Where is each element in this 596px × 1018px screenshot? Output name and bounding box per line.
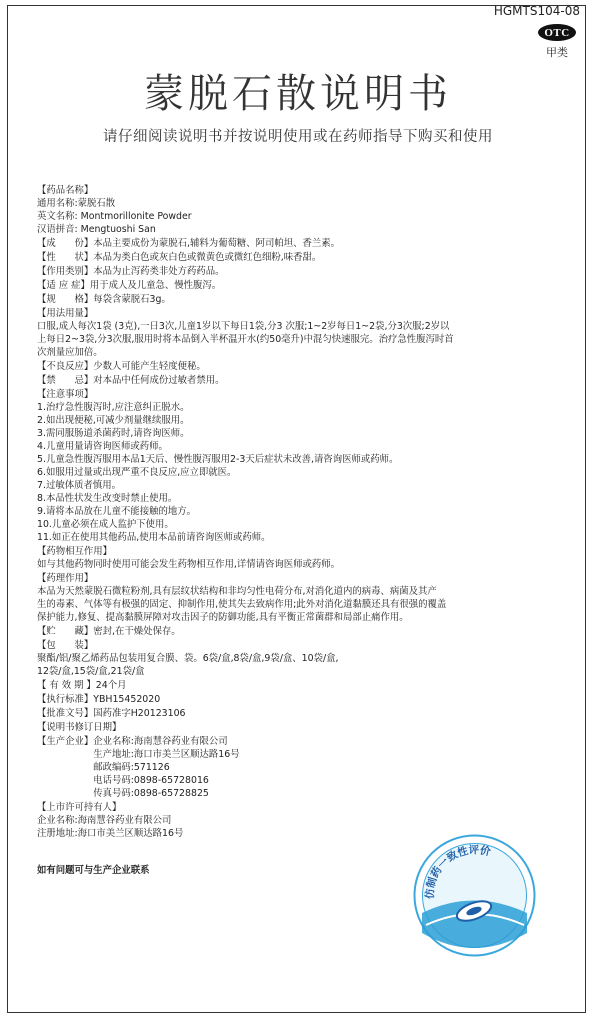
text-line: 邮政编码:571126 (37, 762, 170, 773)
consistency-evaluation-seal (412, 833, 537, 958)
section-line: 【成 份】本品主要成份为蒙脱石,辅料为葡萄糖、阿司帕坦、香兰素。 (37, 238, 340, 249)
text-line: 9.请将本品放在儿童不能接触的地方。 (37, 506, 196, 517)
section-line: 【用法用量】 (37, 308, 94, 319)
section-line: 【不良反应】少数人可能产生轻度便秘。 (37, 361, 206, 372)
document-subtitle: 请仔细阅读说明书并按说明使用或在药师指导下购买和使用 (103, 129, 493, 145)
content-lines (37, 184, 565, 840)
text-line: 上每日2~3袋,分3次服,服用时将本品倒入半杯温开水(约50毫升)中混匀快速服完。治疗急性腹泻时首 (37, 334, 454, 345)
text-line: 英文名称: Montmorillonite Powder (37, 211, 192, 222)
text-line: 6.如服用过量或出现严重不良反应,应立即就医。 (37, 467, 237, 478)
text-line: 1.治疗急性腹泻时,应注意纠正脱水。 (37, 402, 190, 413)
section-line: 【批准文号】国药准字H20123106 (37, 708, 186, 719)
section-line: 【说明书修订日期】 (37, 722, 122, 733)
text-line: 2.如出现便秘,可减少剂量继续服用。 (37, 415, 190, 426)
section-line: 【药品名称】 (37, 185, 94, 196)
text-line: 4.儿童用量请咨询医师或药师。 (37, 441, 168, 452)
section-line: 【禁 忌】对本品中任何成份过敏者禁用。 (37, 375, 225, 386)
text-line: 电话号码:0898-65728016 (37, 775, 209, 786)
contact-note: 如有问题可与生产企业联系 (37, 865, 150, 876)
section-line: 【药理作用】 (37, 573, 94, 584)
section-line: 【包 装】 (37, 640, 94, 651)
text-line: 注册地址:海口市美兰区顺达路16号 (37, 828, 184, 839)
text-line: 10.儿童必须在成人监护下使用。 (37, 519, 174, 530)
document-title: 蒙脱石散说明书 (144, 71, 452, 117)
section-line: 【适 应 症】用于成人及儿童急、慢性腹泻。 (37, 280, 222, 291)
section-line: 【注意事项】 (37, 389, 94, 400)
text-line: 生的毒素、气体等有极强的固定、抑制作用,使其失去致病作用;此外对消化道黏膜还具有很强的覆盖 (37, 599, 447, 610)
text-line: 传真号码:0898-65728825 (37, 788, 209, 799)
text-line: 3.需同服肠道杀菌药时,请咨询医师。 (37, 428, 190, 439)
text-line: 7.过敏体质者慎用。 (37, 480, 121, 491)
text-line: 5.儿童急性腹泻服用本品1天后、慢性腹泻服用2-3天后症状未改善,请咨询医师或药师。 (37, 454, 399, 465)
text-line: 聚酯/铝/聚乙烯药品包装用复合膜、袋。6袋/盒,8袋/盒,9袋/盒、10袋/盒, (37, 653, 339, 664)
document-code: HGMTS104-08 (493, 4, 580, 18)
text-line: 12袋/盒,15袋/盒,21袋/盒 (37, 666, 145, 677)
text-line: 8.本品性状发生改变时禁止使用。 (37, 493, 178, 504)
section-line: 【生产企业】企业名称:海南慧谷药业有限公司 (37, 736, 228, 747)
text-line: 企业名称:海南慧谷药业有限公司 (37, 815, 172, 826)
section-line: 【药物相互作用】 (37, 546, 113, 557)
text-line: 汉语拼音: Mengtuoshi San (37, 224, 156, 235)
text-line: 保护能力,修复、提高黏膜屏障对攻击因子的防御功能,具有平衡正常菌群和局部止痛作用。 (37, 612, 409, 623)
section-line: 【作用类别】本品为止泻药类非处方药药品。 (37, 266, 225, 277)
text-line: 次剂量应加倍。 (37, 347, 103, 358)
section-line: 【贮 藏】密封,在干燥处保存。 (37, 626, 181, 637)
section-line: 【上市许可持有人】 (37, 802, 122, 813)
text-line: 本品为天然蒙脱石微粒粉剂,具有层纹状结构和非均匀性电荷分布,对消化道内的病毒、病菌及其产 (37, 586, 437, 597)
text-line: 口服,成人每次1袋 (3克),一日3次,儿童1岁以下每日1袋,分3 次服;1~2岁每日1~2袋,分3次服;2岁以 (37, 321, 450, 332)
text-line: 11.如正在使用其他药品,使用本品前请咨询医师或药师。 (37, 532, 271, 543)
otc-classification: 甲类 (546, 46, 568, 59)
otc-badge: OTC (538, 24, 576, 41)
text-line: 通用名称:蒙脱石散 (37, 198, 116, 209)
section-line: 【执行标准】YBH15452020 (37, 694, 161, 705)
seal-arc-text: 仿制药一致性评价 (424, 844, 492, 900)
document-body (37, 183, 565, 877)
section-line: 【规 格】每袋含蒙脱石3g。 (37, 294, 171, 305)
section-line: 【 有 效 期 】24个月 (37, 680, 127, 691)
text-line: 如与其他药物同时使用可能会发生药物相互作用,详情请咨询医师或药师。 (37, 559, 340, 570)
section-line: 【性 状】本品为类白色或灰白色或微黄色或微红色细粉,味香甜。 (37, 252, 322, 263)
text-line: 生产地址:海口市美兰区顺达路16号 (37, 749, 240, 760)
